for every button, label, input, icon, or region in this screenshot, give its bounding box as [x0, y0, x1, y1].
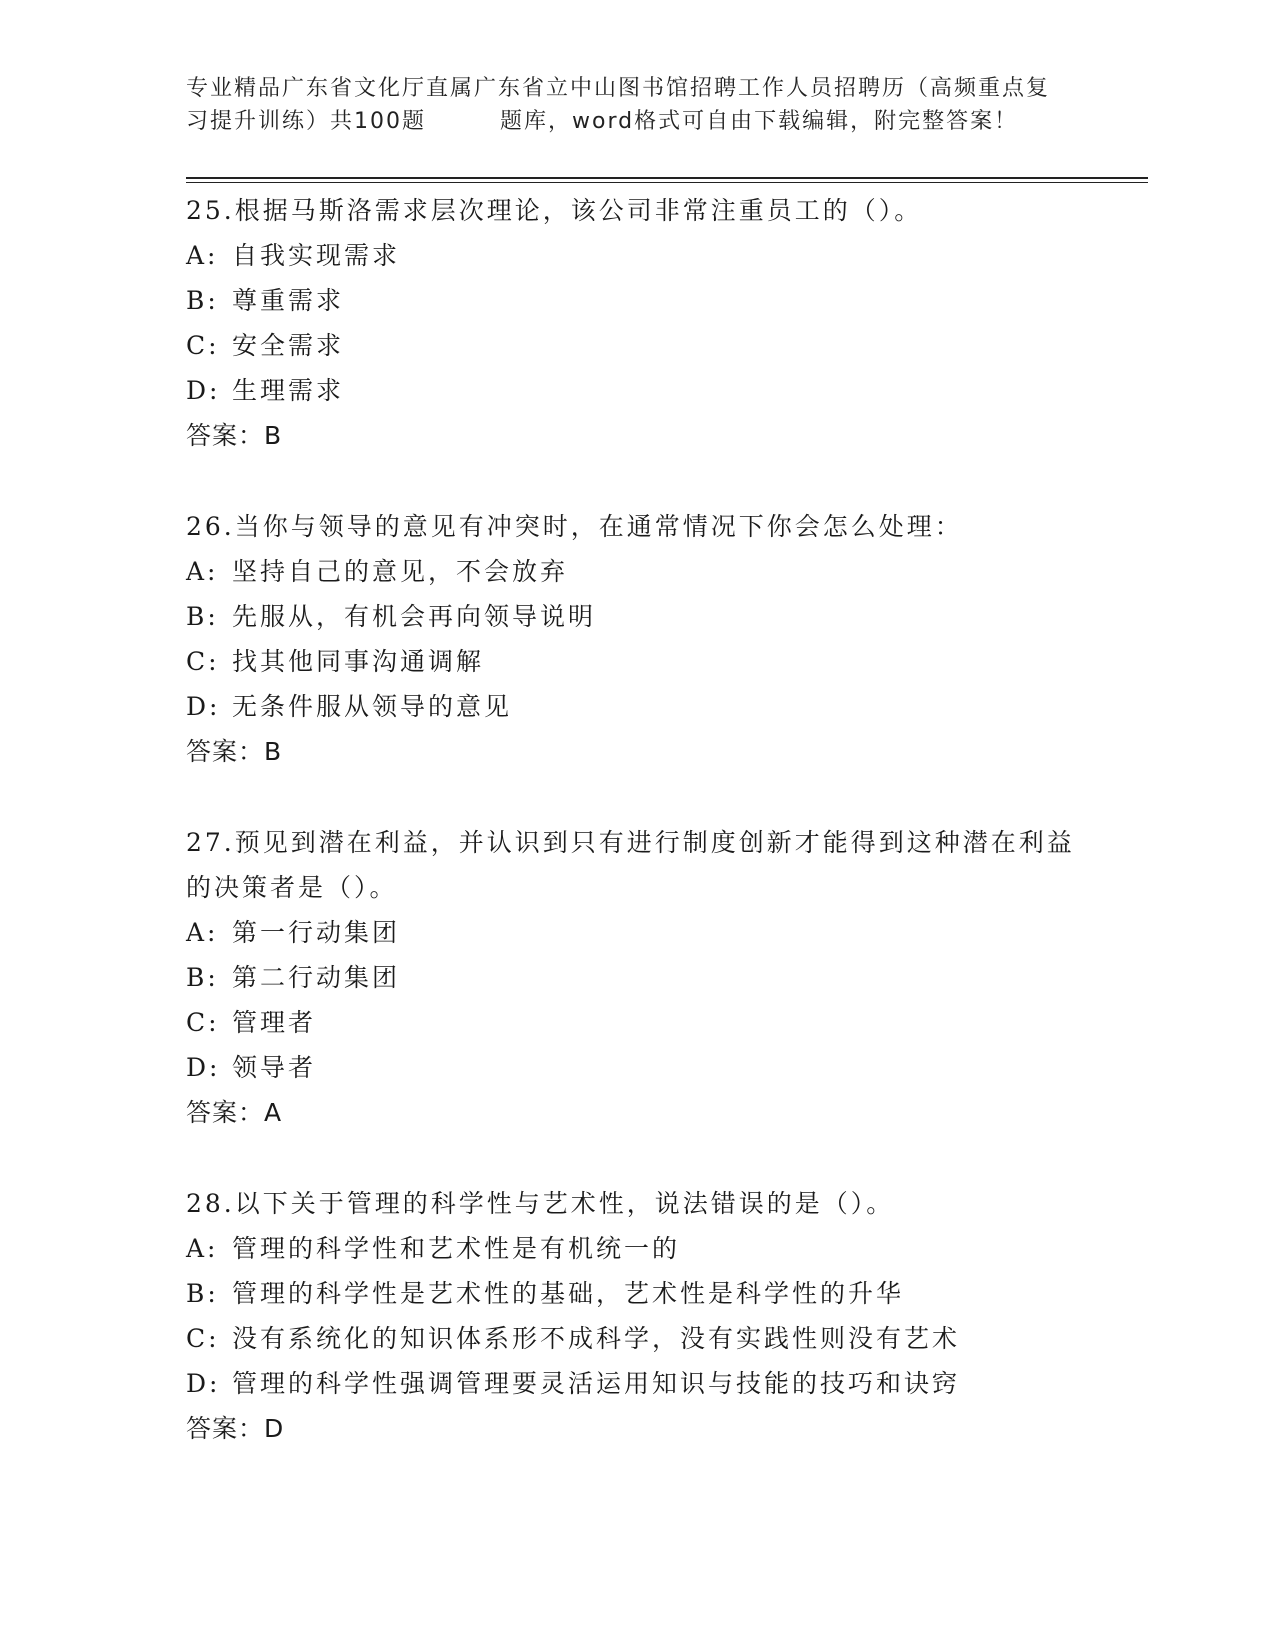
- option-text: 第一行动集团: [232, 918, 401, 947]
- option-key: D:: [186, 1053, 221, 1082]
- answer-line: 答案：A: [186, 1098, 283, 1127]
- option-key: B:: [186, 963, 219, 992]
- option-c: [186, 1000, 1086, 1045]
- question-stem: 28.以下关于管理的科学性与艺术性，说法错误的是（）。: [186, 1189, 895, 1218]
- option-text: 先服从，有机会再向领导说明: [232, 602, 597, 631]
- option-key: A:: [186, 557, 219, 586]
- option-c: [186, 639, 1086, 684]
- option-key: B:: [186, 602, 219, 631]
- option-b: [186, 955, 1086, 1000]
- header-title-line2-right: 题库，word格式可自由下载编辑，附完整答案！: [500, 109, 1019, 134]
- option-d: [186, 1361, 1086, 1406]
- option-key: B:: [186, 1279, 219, 1308]
- option-text: 无条件服从领导的意见: [232, 692, 513, 721]
- option-text: 管理的科学性强调管理要灵活运用知识与技能的技巧和诀窍: [232, 1369, 961, 1398]
- option-text: 自我实现需求: [232, 241, 401, 270]
- option-text: 坚持自己的意见，不会放弃: [232, 557, 569, 586]
- header-divider-thick: [186, 177, 1148, 179]
- option-key: A:: [186, 918, 219, 947]
- option-key: C:: [186, 1324, 220, 1353]
- option-d: [186, 368, 1086, 413]
- option-text: 领导者: [232, 1053, 317, 1082]
- question-item: [186, 820, 1086, 1135]
- option-a: [186, 910, 1086, 955]
- option-d: [186, 1045, 1086, 1090]
- question-item: [186, 1181, 1086, 1451]
- option-key: A:: [186, 241, 219, 270]
- option-text: 第二行动集团: [232, 963, 401, 992]
- option-b: [186, 278, 1086, 323]
- question-stem: 27.预见到潜在利益，并认识到只有进行制度创新才能得到这种潜在利益的决策者是（）。: [186, 828, 1075, 902]
- question-item: [186, 188, 1086, 458]
- option-text: 没有系统化的知识体系形不成科学，没有实践性则没有艺术: [232, 1324, 961, 1353]
- question-list: [186, 188, 1086, 1497]
- option-b: [186, 1271, 1086, 1316]
- answer-line: 答案：B: [186, 421, 283, 450]
- option-c: [186, 323, 1086, 368]
- option-d: [186, 684, 1086, 729]
- option-text: 管理者: [232, 1008, 317, 1037]
- header-divider-thin: [186, 182, 1148, 183]
- header-title-line2: [186, 105, 1086, 138]
- option-a: [186, 233, 1086, 278]
- option-key: D:: [186, 376, 221, 405]
- option-a: [186, 1226, 1086, 1271]
- option-text: 找其他同事沟通调解: [232, 647, 485, 676]
- header-title-line1: 专业精品广东省文化厅直属广东省立中山图书馆招聘工作人员招聘历（高频重点复: [186, 76, 1051, 101]
- question-stem: 25.根据马斯洛需求层次理论，该公司非常注重员工的（）。: [186, 196, 923, 225]
- option-text: 尊重需求: [232, 286, 345, 315]
- answer-line: 答案：B: [186, 737, 283, 766]
- option-b: [186, 594, 1086, 639]
- option-text: 管理的科学性和艺术性是有机统一的: [232, 1234, 681, 1263]
- option-key: C:: [186, 647, 220, 676]
- option-text: 生理需求: [232, 376, 345, 405]
- option-key: C:: [186, 1008, 220, 1037]
- page-header: [186, 72, 1086, 138]
- option-key: D:: [186, 1369, 221, 1398]
- option-key: A:: [186, 1234, 219, 1263]
- option-key: D:: [186, 692, 221, 721]
- header-title-line2-left: 习提升训练）共100题: [186, 109, 426, 134]
- question-stem: 26.当你与领导的意见有冲突时，在通常情况下你会怎么处理：: [186, 512, 963, 541]
- option-a: [186, 549, 1086, 594]
- option-key: C:: [186, 331, 220, 360]
- option-key: B:: [186, 286, 219, 315]
- option-text: 管理的科学性是艺术性的基础，艺术性是科学性的升华: [232, 1279, 905, 1308]
- answer-line: 答案：D: [186, 1414, 285, 1443]
- option-c: [186, 1316, 1086, 1361]
- question-item: [186, 504, 1086, 774]
- option-text: 安全需求: [232, 331, 345, 360]
